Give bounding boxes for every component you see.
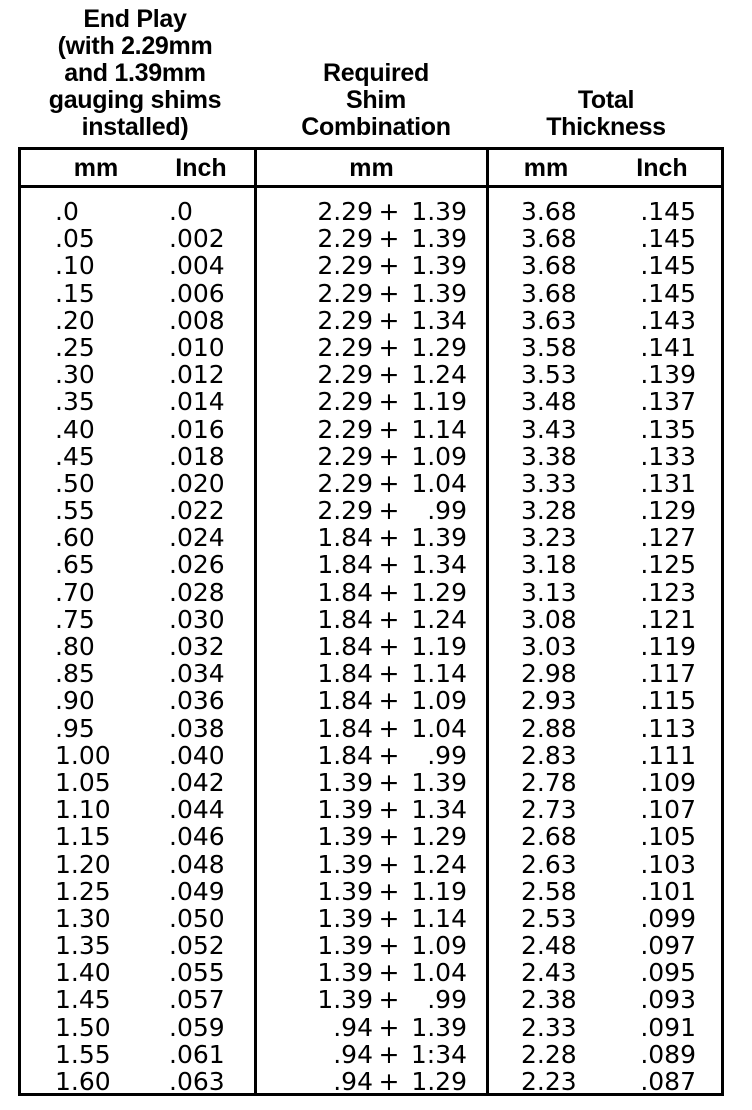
shim-second-cell: 1.29 — [411, 577, 467, 607]
shim-second-cell: 1.09 — [411, 441, 467, 471]
total-inch-cell: .111 — [640, 740, 696, 770]
plus-sign: + — [378, 632, 400, 661]
total-mm-cell: 2.88 — [521, 713, 577, 743]
plus-sign: + — [378, 740, 400, 770]
end-play-mm-cell: 1.00 — [55, 740, 111, 770]
shim-second-cell: 1.19 — [411, 387, 467, 417]
shim-first-cell: 2.29 — [317, 441, 373, 471]
shim-first-cell: 1.39 — [317, 958, 373, 988]
total-mm-cell: 3.68 — [521, 197, 577, 226]
end-play-inch-cell: .018 — [169, 441, 225, 471]
plus-sign: + — [378, 958, 400, 988]
plus-sign: + — [378, 985, 400, 1015]
required-shim-header-line: Shim — [346, 86, 406, 114]
end-play-mm-cell: 1.15 — [55, 822, 111, 852]
end-play-inch-cell: .036 — [169, 686, 225, 716]
end-play-inch-cell: .022 — [169, 496, 225, 526]
table-row — [21, 633, 721, 660]
end-play-mm-cell: .0 — [55, 197, 79, 226]
end-play-mm-cell: .05 — [55, 224, 95, 254]
shim-first-cell: 2.29 — [317, 414, 373, 444]
end-play-inch-cell: .028 — [169, 577, 225, 607]
total-inch-cell: .109 — [640, 767, 696, 797]
end-play-mm-cell: .85 — [55, 659, 95, 689]
total-inch-cell: .119 — [640, 632, 696, 661]
total-inch-cell: .125 — [640, 550, 696, 580]
table-row — [21, 551, 721, 578]
plus-sign: + — [378, 577, 400, 607]
total-mm-cell: 2.33 — [521, 1012, 577, 1042]
total-inch-cell: .131 — [640, 468, 696, 498]
shim-second-cell: 1.19 — [411, 876, 467, 906]
total-inch-cell: .093 — [640, 985, 696, 1015]
plus-sign: + — [378, 849, 400, 879]
end-play-inch-cell: .044 — [169, 795, 225, 825]
shim-second-cell: 1.29 — [411, 332, 467, 362]
total-mm-cell: 3.43 — [521, 414, 577, 444]
end-play-inch-cell: .0 — [169, 197, 193, 226]
shim-second-cell: 1.39 — [411, 278, 467, 308]
end-play-mm-cell: .20 — [55, 305, 95, 335]
shim-first-cell: 1.84 — [317, 577, 373, 607]
end-play-inch-cell: .010 — [169, 332, 225, 362]
shim-first-cell: 1.84 — [317, 523, 373, 553]
end-play-inch-cell: .057 — [169, 985, 225, 1015]
shim-second-cell: 1.24 — [411, 360, 467, 390]
end-play-mm-cell: .95 — [55, 713, 95, 743]
shim-first-cell: 1.39 — [317, 876, 373, 906]
end-play-mm-cell: 1.50 — [55, 1012, 111, 1042]
required-shim-header-line: Combination — [301, 113, 451, 141]
end-play-mm-cell: 1.55 — [55, 1039, 111, 1069]
table-row — [21, 470, 721, 497]
total-mm-cell: 3.68 — [521, 251, 577, 281]
shim-first-cell: 2.29 — [317, 468, 373, 498]
plus-sign: + — [378, 197, 400, 226]
end-play-mm-cell: 1.10 — [55, 795, 111, 825]
end-play-mm-cell: .75 — [55, 604, 95, 634]
total-inch-cell: .099 — [640, 903, 696, 933]
end-play-mm-cell: .40 — [55, 414, 95, 444]
end-play-inch-cell: .020 — [169, 468, 225, 498]
shim-second-cell: 1.29 — [411, 1067, 467, 1096]
required-shim-header — [262, 60, 490, 141]
table-row — [21, 769, 721, 796]
shim-first-cell: 1.39 — [317, 985, 373, 1015]
total-inch-cell: .091 — [640, 1012, 696, 1042]
shim-first-cell: 2.29 — [317, 251, 373, 281]
total-mm-cell: 3.18 — [521, 550, 577, 580]
shim-second-cell: 1.04 — [411, 713, 467, 743]
total-mm-cell: 2.93 — [521, 686, 577, 716]
end-play-inch-cell: .004 — [169, 251, 225, 281]
plus-sign: + — [378, 713, 400, 743]
end-play-inch-cell: .055 — [169, 958, 225, 988]
end-play-inch-cell: .063 — [169, 1067, 225, 1096]
plus-sign: + — [378, 659, 400, 689]
total-inch-cell: .137 — [640, 387, 696, 417]
total-mm-cell: 3.63 — [521, 305, 577, 335]
end-play-mm-cell: .30 — [55, 360, 95, 390]
total-inch-cell: .145 — [640, 278, 696, 308]
total-mm-cell: 3.33 — [521, 468, 577, 498]
table-row — [21, 959, 721, 986]
total-mm-cell: 3.28 — [521, 496, 577, 526]
end-play-inch-cell: .040 — [169, 740, 225, 770]
end-play-mm-cell: .45 — [55, 441, 95, 471]
end-play-mm-cell: .55 — [55, 496, 95, 526]
end-play-inch-cell: .038 — [169, 713, 225, 743]
shim-first-cell: 1.39 — [317, 903, 373, 933]
total-mm-cell: 3.03 — [521, 632, 577, 661]
total-mm-cell: 2.38 — [521, 985, 577, 1015]
end-play-mm-cell: 1.60 — [55, 1067, 111, 1096]
shim-first-cell: .94 — [333, 1012, 373, 1042]
end-play-mm-cell: .35 — [55, 387, 95, 417]
end-play-inch-cell: .024 — [169, 523, 225, 553]
shim-second-cell: 1.39 — [411, 1012, 467, 1042]
shim-second-cell: .99 — [427, 496, 467, 526]
total-mm-cell: 3.38 — [521, 441, 577, 471]
total-mm-subheader: mm — [523, 154, 569, 182]
shim-second-cell: 1.09 — [411, 931, 467, 961]
plus-sign: + — [378, 278, 400, 308]
total-mm-cell: 2.58 — [521, 876, 577, 906]
end-play-inch-cell: .006 — [169, 278, 225, 308]
total-inch-cell: .127 — [640, 523, 696, 553]
shim-first-cell: 2.29 — [317, 278, 373, 308]
shim-first-cell: 1.84 — [317, 740, 373, 770]
total-mm-cell: 3.58 — [521, 332, 577, 362]
table-row — [21, 986, 721, 1013]
table-row — [21, 1068, 721, 1095]
plus-sign: + — [378, 876, 400, 906]
total-mm-cell: 2.78 — [521, 767, 577, 797]
end-play-mm-cell: .90 — [55, 686, 95, 716]
shim-first-cell: 1.39 — [317, 849, 373, 879]
end-play-inch-cell: .049 — [169, 876, 225, 906]
end-play-header-line: gauging shims — [48, 86, 222, 114]
plus-sign: + — [378, 468, 400, 498]
table-row — [21, 497, 721, 524]
end-play-mm-cell: .80 — [55, 632, 95, 661]
shim-first-cell: 1.84 — [317, 632, 373, 661]
end-play-inch-cell: .032 — [169, 632, 225, 661]
total-thickness-header-line: Total — [577, 86, 635, 114]
plus-sign: + — [378, 224, 400, 254]
table-row — [21, 198, 721, 225]
end-play-mm-cell: 1.20 — [55, 849, 111, 879]
total-mm-cell: 2.23 — [521, 1067, 577, 1096]
table-row — [21, 388, 721, 415]
end-play-header-line: and 1.39mm — [64, 59, 206, 87]
table-row — [21, 280, 721, 307]
shim-first-cell: 1.84 — [317, 604, 373, 634]
plus-sign: + — [378, 496, 400, 526]
end-play-inch-cell: .046 — [169, 822, 225, 852]
shim-first-cell: 1.39 — [317, 931, 373, 961]
plus-sign: + — [378, 795, 400, 825]
total-mm-cell: 3.68 — [521, 224, 577, 254]
table-row — [21, 742, 721, 769]
shim-second-cell: 1.39 — [411, 523, 467, 553]
shim-first-cell: 1.84 — [317, 713, 373, 743]
end-play-inch-cell: .030 — [169, 604, 225, 634]
plus-sign: + — [378, 903, 400, 933]
plus-sign: + — [378, 332, 400, 362]
plus-sign: + — [378, 550, 400, 580]
total-inch-cell: .129 — [640, 496, 696, 526]
table-row — [21, 851, 721, 878]
total-inch-cell: .145 — [640, 251, 696, 281]
plus-sign: + — [378, 686, 400, 716]
shim-first-cell: 1.39 — [317, 822, 373, 852]
table-row — [21, 252, 721, 279]
end-play-inch-cell: .042 — [169, 767, 225, 797]
table-row — [21, 606, 721, 633]
end-play-mm-cell: 1.05 — [55, 767, 111, 797]
plus-sign: + — [378, 523, 400, 553]
total-inch-cell: .103 — [640, 849, 696, 879]
plus-sign: + — [378, 414, 400, 444]
end-play-inch-cell: .014 — [169, 387, 225, 417]
total-mm-cell: 3.13 — [521, 577, 577, 607]
plus-sign: + — [378, 767, 400, 797]
total-inch-cell: .141 — [640, 332, 696, 362]
end-play-inch-cell: .002 — [169, 224, 225, 254]
end-play-header-line: End Play — [83, 5, 187, 33]
end-play-mm-cell: .10 — [55, 251, 95, 281]
total-inch-cell: .087 — [640, 1067, 696, 1096]
end-play-mm-cell: 1.40 — [55, 958, 111, 988]
total-mm-cell: 2.63 — [521, 849, 577, 879]
plus-sign: + — [378, 360, 400, 390]
plus-sign: + — [378, 822, 400, 852]
total-inch-subheader: Inch — [636, 154, 688, 182]
total-inch-cell: .143 — [640, 305, 696, 335]
end-play-inch-cell: .016 — [169, 414, 225, 444]
table-row — [21, 932, 721, 959]
shim-second-cell: 1.24 — [411, 604, 467, 634]
shim-first-cell: .94 — [333, 1067, 373, 1096]
end-play-mm-cell: .70 — [55, 577, 95, 607]
end-play-inch-cell: .048 — [169, 849, 225, 879]
shim-first-cell: 2.29 — [317, 224, 373, 254]
shim-second-cell: 1.24 — [411, 849, 467, 879]
table-row — [21, 443, 721, 470]
end-play-inch-subheader: Inch — [175, 154, 227, 182]
total-inch-cell: .121 — [640, 604, 696, 634]
table-row — [21, 225, 721, 252]
plus-sign: + — [378, 387, 400, 417]
table-row — [21, 823, 721, 850]
table-row — [21, 687, 721, 714]
shim-first-cell: 2.29 — [317, 197, 373, 226]
end-play-inch-cell: .026 — [169, 550, 225, 580]
total-thickness-header-line: Thickness — [546, 113, 666, 141]
plus-sign: + — [378, 441, 400, 471]
end-play-inch-cell: .034 — [169, 659, 225, 689]
table-row — [21, 878, 721, 905]
shim-second-cell: 1.09 — [411, 686, 467, 716]
shim-first-cell: 1.39 — [317, 767, 373, 797]
shim-second-cell: 1:34 — [410, 1039, 467, 1069]
end-play-header-line: (with 2.29mm — [57, 32, 213, 60]
total-inch-cell: .107 — [640, 795, 696, 825]
end-play-inch-cell: .012 — [169, 360, 225, 390]
table-row — [21, 416, 721, 443]
shim-second-cell: 1.14 — [411, 903, 467, 933]
table-row — [21, 524, 721, 551]
shim-first-cell: 2.29 — [317, 332, 373, 362]
end-play-inch-cell: .008 — [169, 305, 225, 335]
table-row — [21, 796, 721, 823]
shim-first-cell: 2.29 — [317, 387, 373, 417]
total-inch-cell: .089 — [640, 1039, 696, 1069]
shim-mm-subheader: mm — [349, 154, 394, 182]
total-inch-cell: .117 — [640, 659, 696, 689]
shim-second-cell: 1.04 — [411, 468, 467, 498]
total-inch-cell: .097 — [640, 931, 696, 961]
shim-first-cell: 1.84 — [317, 550, 373, 580]
table-row — [21, 334, 721, 361]
plus-sign: + — [378, 1012, 400, 1042]
total-inch-cell: .115 — [640, 686, 696, 716]
shim-second-cell: 1.14 — [411, 659, 467, 689]
total-inch-cell: .105 — [640, 822, 696, 852]
total-mm-cell: 2.48 — [521, 931, 577, 961]
end-play-inch-cell: .059 — [169, 1012, 225, 1042]
plus-sign: + — [378, 251, 400, 281]
total-inch-cell: .123 — [640, 577, 696, 607]
total-mm-cell: 2.53 — [521, 903, 577, 933]
total-inch-cell: .145 — [640, 197, 696, 226]
end-play-mm-cell: 1.30 — [55, 903, 111, 933]
table-row — [21, 307, 721, 334]
shim-second-cell: 1.34 — [411, 305, 467, 335]
total-inch-cell: .113 — [640, 713, 696, 743]
total-mm-cell: 2.83 — [521, 740, 577, 770]
end-play-mm-cell: .25 — [55, 332, 95, 362]
end-play-inch-cell: .050 — [169, 903, 225, 933]
table-row — [21, 1014, 721, 1041]
total-inch-cell: .095 — [640, 958, 696, 988]
required-shim-header-line: Required — [323, 59, 429, 87]
table-row — [21, 905, 721, 932]
shim-second-cell: .99 — [427, 985, 467, 1015]
table-body — [21, 198, 721, 1095]
shim-first-cell: 2.29 — [317, 360, 373, 390]
shim-second-cell: 1.39 — [411, 224, 467, 254]
end-play-header — [10, 6, 260, 141]
end-play-mm-cell: 1.35 — [55, 931, 111, 961]
total-mm-cell: 3.68 — [521, 278, 577, 308]
table-row — [21, 579, 721, 606]
shim-second-cell: 1.19 — [411, 632, 467, 661]
total-mm-cell: 2.43 — [521, 958, 577, 988]
total-mm-cell: 3.48 — [521, 387, 577, 417]
shim-second-cell: 1.04 — [411, 958, 467, 988]
plus-sign: + — [378, 305, 400, 335]
subheader-rule — [21, 185, 721, 188]
plus-sign: + — [378, 1067, 400, 1096]
shim-table — [18, 147, 724, 1096]
table-row — [21, 361, 721, 388]
shim-second-cell: 1.39 — [411, 251, 467, 281]
shim-first-cell: .94 — [333, 1039, 373, 1069]
shim-first-cell: 2.29 — [317, 496, 373, 526]
shim-second-cell: 1.39 — [411, 197, 467, 226]
table-row — [21, 660, 721, 687]
end-play-mm-cell: .50 — [55, 468, 95, 498]
total-inch-cell: .135 — [640, 414, 696, 444]
end-play-inch-cell: .061 — [169, 1039, 225, 1069]
total-mm-cell: 2.28 — [521, 1039, 577, 1069]
total-thickness-header — [492, 87, 720, 141]
shim-first-cell: 1.84 — [317, 659, 373, 689]
end-play-mm-cell: .60 — [55, 523, 95, 553]
total-mm-cell: 3.08 — [521, 604, 577, 634]
shim-second-cell: .99 — [427, 740, 467, 770]
shim-second-cell: 1.29 — [411, 822, 467, 852]
total-mm-cell: 2.98 — [521, 659, 577, 689]
plus-sign: + — [378, 604, 400, 634]
table-row — [21, 715, 721, 742]
end-play-mm-cell: 1.45 — [55, 985, 111, 1015]
shim-second-cell: 1.34 — [411, 550, 467, 580]
total-inch-cell: .145 — [640, 224, 696, 254]
end-play-mm-cell: .65 — [55, 550, 95, 580]
plus-sign: + — [378, 1039, 400, 1069]
shim-second-cell: 1.39 — [411, 767, 467, 797]
shim-first-cell: 1.39 — [317, 795, 373, 825]
end-play-header-line: installed) — [81, 113, 189, 141]
total-inch-cell: .101 — [640, 876, 696, 906]
table-row — [21, 1041, 721, 1068]
total-inch-cell: .139 — [640, 360, 696, 390]
end-play-mm-cell: .15 — [55, 278, 95, 308]
shim-first-cell: 1.84 — [317, 686, 373, 716]
shim-second-cell: 1.34 — [411, 795, 467, 825]
plus-sign: + — [378, 931, 400, 961]
total-mm-cell: 3.23 — [521, 523, 577, 553]
total-inch-cell: .133 — [640, 441, 696, 471]
total-mm-cell: 2.73 — [521, 795, 577, 825]
total-mm-cell: 2.68 — [521, 822, 577, 852]
shim-first-cell: 2.29 — [317, 305, 373, 335]
end-play-mm-cell: 1.25 — [55, 876, 111, 906]
shim-second-cell: 1.14 — [411, 414, 467, 444]
end-play-mm-subheader: mm — [73, 154, 119, 182]
end-play-inch-cell: .052 — [169, 931, 225, 961]
total-mm-cell: 3.53 — [521, 360, 577, 390]
